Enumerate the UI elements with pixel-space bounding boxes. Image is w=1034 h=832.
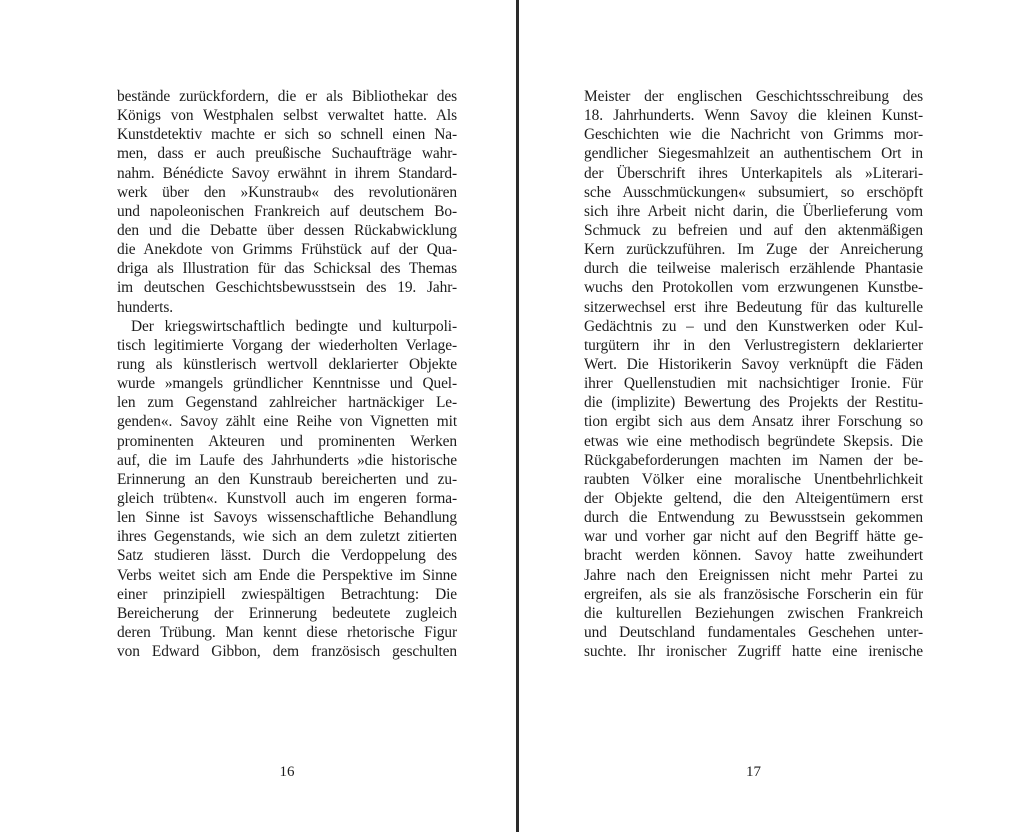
text-line: und Deutschland fundamentales Geschehen unter- [584, 623, 923, 641]
text-line: men, dass er auch preußische Suchaufträge wahr- [117, 145, 457, 163]
text-line: wuchs den Protokollen vom erzwungenen Kunstbe- [584, 279, 923, 297]
text-line: Jahre nach den Ereignissen nicht mehr Partei zu [584, 566, 923, 584]
text-line: tion ergibt sich aus dem Ansatz ihrer Forschung so [584, 413, 923, 431]
text-line: hunderts. [117, 298, 173, 316]
text-line: die Anekdote von Grimms Frühstück auf der Qua- [117, 241, 457, 259]
text-line: genden«. Savoy zählt eine Reihe von Vignetten mit [117, 413, 457, 431]
text-line: turgütern ihr in den Verlustregistern deklarierter [584, 336, 923, 354]
text-line: gleich trübten«. Kunstvoll auch im engeren forma- [117, 489, 457, 507]
text-line: Geschichten wie die Nachricht von Grimms mor- [584, 126, 923, 144]
text-line: und napoleonischen Frankreich auf deutschem Bo- [117, 202, 457, 220]
text-line: durch die Entwendung zu Bewusstsein gekommen [584, 509, 923, 527]
text-line: raubten Völker eine moralische Unentbehrlichkeit [584, 470, 923, 488]
right-page-body-text [584, 87, 923, 661]
text-line: sitzerwechsel erst ihre Bedeutung für das kulturelle [584, 298, 923, 316]
text-line: ihres Gegenstands, wie sich an dem zuletzt zitierten [117, 528, 457, 546]
text-line: Satz studieren lässt. Durch die Verdoppelung des [117, 547, 457, 565]
text-line: Meister der englischen Geschichtsschreibung des [584, 88, 923, 105]
text-line: Gedächtnis zu – und den Kunstwerken oder Kul- [584, 317, 923, 335]
text-line: Kunstdetektiv machte er sich so schnell einen Na- [117, 126, 457, 144]
text-line: tisch legitimierte Vorgang der wiederholten Verlage- [117, 336, 457, 354]
text-line: bracht werden können. Savoy hatte zweihundert [584, 547, 923, 565]
text-line: len zum Gegenstand zahlreicher hartnäckiger Le- [117, 394, 457, 412]
right-page [584, 87, 923, 827]
text-line: Kern zurückzuführen. Im Zuge der Anreicherung [584, 241, 923, 259]
text-line: len Sinne ist Savoys wissenschaftliche Behandlung [117, 509, 457, 527]
text-line: gendlicher Siegesmahlzeit an authentischem Ort in [584, 145, 923, 163]
text-line: Bereicherung der Erinnerung bedeutete zugleich [117, 604, 457, 622]
text-line: Wert. Die Historikerin Savoy verknüpft die Fäden [584, 355, 923, 373]
text-line: ergreifen, als sie als französische Forscherin ein für [584, 585, 923, 603]
text-line: Erinnerung an den Kunstraub bereicherten und zu- [117, 470, 457, 488]
text-line: Rückgabeforderungen machten im Namen der be- [584, 451, 923, 469]
text-line: prominenten Akteuren und prominenten Werken [117, 432, 457, 450]
text-line: durch die teilweise malerisch erzählende Phantasie [584, 260, 923, 278]
text-line: Schmuck zu befreien und auf den aktenmäßigen [584, 221, 923, 239]
text-line: ihrer Quellenstudien mit nachsichtiger Ironie. Für [584, 375, 923, 393]
text-line: bestände zurückfordern, die er als Bibliothekar des [117, 88, 457, 105]
text-line: einer prinzipiell zwiespältigen Betrachtung: Die [117, 585, 457, 603]
text-line: der Überschrift ihres Unterkapitels als »Literari- [584, 164, 923, 182]
text-line: im deutschen Geschichtsbewusstsein des 19. Jahr- [117, 279, 457, 297]
text-line: von Edward Gibbon, dem französisch geschulten [117, 643, 457, 661]
text-line: werk über den »Kunstraub« des revolutionären [117, 183, 457, 201]
text-line: den und die Debatte über dessen Rückabwicklung [117, 221, 457, 239]
text-line: Verbs weitet sich am Ende die Perspektive im Sinne [117, 566, 457, 584]
left-page-body-text [117, 87, 457, 661]
text-line: wurde »mangels gründlicher Kenntnisse und Quel- [117, 375, 457, 393]
text-line: auf, die im Laufe des Jahrhunderts »die historische [117, 451, 457, 469]
page-gutter-divider [516, 0, 519, 832]
text-line: war und vorher gar nicht auf den Begriff hätte ge- [584, 528, 923, 546]
text-line: Der kriegswirtschaftlich bedingte und kulturpoli- [131, 317, 457, 335]
text-line: die kulturellen Beziehungen zwischen Frankreich [584, 604, 923, 622]
text-line: Königs von Westphalen selbst verwaltet hatte. Als [117, 107, 457, 125]
text-line: die (implizite) Bewertung des Projekts der Restitu- [584, 394, 923, 412]
text-line: sich ihre Arbeit nicht darin, die Überlieferung vom [584, 202, 923, 220]
text-line: rung als künstlerisch wertvoll deklarierter Objekte [117, 355, 457, 373]
text-line: nahm. Bénédicte Savoy erwähnt in ihrem Standard- [117, 164, 457, 182]
text-line: deren Trübung. Man kennt diese rhetorische Figur [117, 623, 457, 641]
text-line: driga als Illustration für das Schicksal des Themas [117, 260, 457, 278]
text-line: der Objekte geltend, die den Alteigentümern erst [584, 489, 923, 507]
text-line: sche Ausschmückungen« subsumiert, so erschöpft [584, 183, 923, 201]
right-page-number: 17 [746, 764, 761, 780]
text-line: 18. Jahrhunderts. Wenn Savoy die kleinen Kunst- [584, 107, 923, 125]
text-line: suchte. Ihr ironischer Zugriff hatte eine irenische [584, 643, 923, 661]
left-page-number: 16 [279, 764, 295, 780]
left-page [117, 87, 457, 827]
text-line: etwas wie eine methodisch begründete Skepsis. Die [584, 432, 923, 450]
